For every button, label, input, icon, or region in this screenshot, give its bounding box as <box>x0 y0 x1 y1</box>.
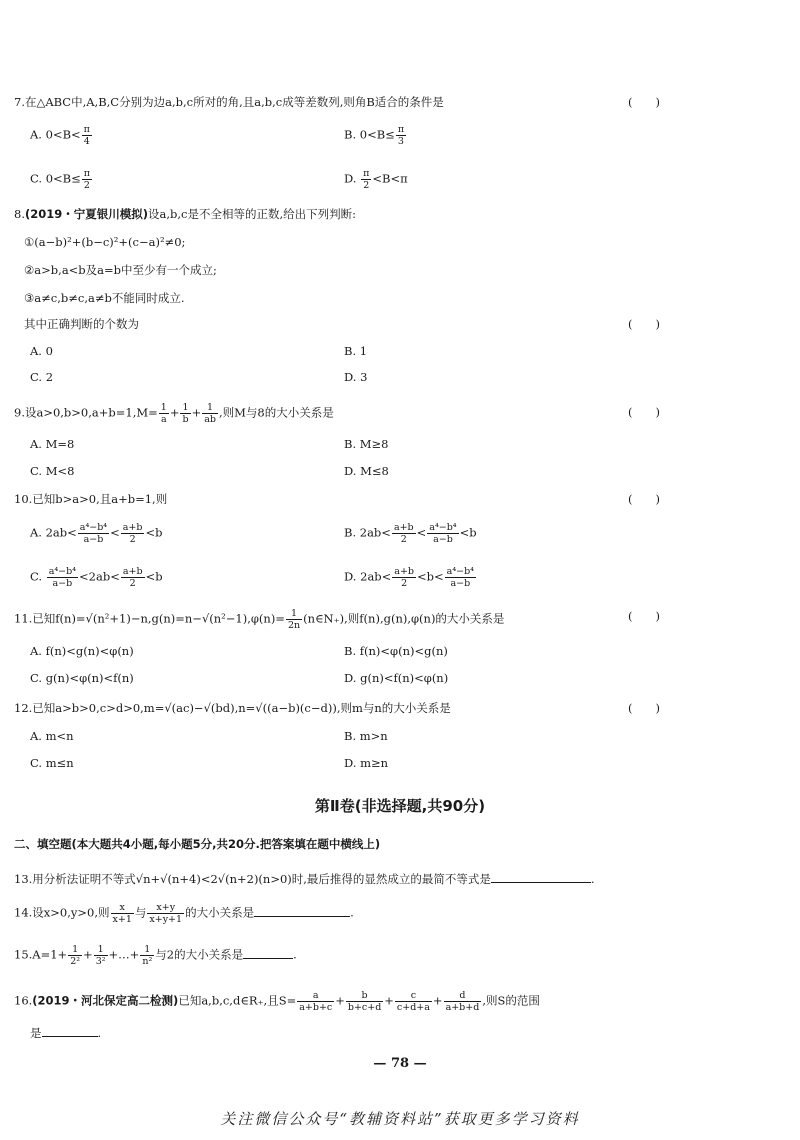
fraction: $\frac{\text{a⁴−b⁴}}{a-b}$ <box>429 522 457 545</box>
fraction: $\frac{1}{\text{n²}}$ <box>142 944 153 967</box>
q11-option-c: C. g(n)<φ(n)<f(n) <box>30 671 134 685</box>
fraction: $\frac{1}{\text{3²}}$ <box>95 944 106 967</box>
q8-question: 其中正确判断的个数为 <box>24 317 139 331</box>
fraction: $\frac{\text{a⁴−b⁴}}{a-b}$ <box>48 566 77 589</box>
q10-option-c: C. $\frac{\text{a⁴−b⁴}}{a-b}$ <2ab< $\frac{a+b}{2}$ <b <box>30 566 163 589</box>
fill-in-section-title: 二、填空题(本大题共4小题,每小题5分,共20分.把答案填在题中横线上) <box>14 837 381 851</box>
fraction: $\frac{a+b}{2}$ <box>122 522 143 545</box>
fraction: $\frac{\pi}{2}$ <box>83 168 90 191</box>
answer-blank[interactable] <box>42 1024 98 1037</box>
fraction: $\frac{c}{c+d+a}$ <box>396 990 430 1013</box>
fraction: $\frac{1}{a}$ <box>160 402 167 425</box>
q9-option-c: C. M<8 <box>30 464 75 478</box>
fraction: $\frac{a+b}{2}$ <box>394 566 415 589</box>
fraction: $\frac{\text{a⁴−b⁴}}{a-b}$ <box>446 566 474 589</box>
q11-answer-paren: ( ) <box>628 609 660 623</box>
q8-statement-3: ③a≠c,b≠c,a≠b不能同时成立. <box>24 291 185 305</box>
answer-blank[interactable] <box>243 946 293 959</box>
q10-option-b: B. 2ab< $\frac{a+b}{2}$ < $\frac{\text{a⁴−b⁴}}{a-b}$ <b <box>344 522 477 545</box>
fraction: $\frac{b}{b+c+d}$ <box>347 990 382 1013</box>
q10-option-d: D. 2ab< $\frac{a+b}{2}$ <b< $\frac{\text{a⁴−b⁴}}{a-b}$ <box>344 566 474 589</box>
q8-source: (2019・宁夏银川模拟) <box>24 207 149 221</box>
q10-option-a: A. 2ab< $\frac{\text{a⁴−b⁴}}{a-b}$ < $\frac{a+b}{2}$ <b <box>30 522 163 545</box>
fraction: $\frac{\pi}{4}$ <box>83 124 90 147</box>
q7-option-a: A. 0<B< $\frac{\pi}{4}$ <box>30 124 90 147</box>
q11-option-b: B. f(n)<φ(n)<g(n) <box>344 644 448 658</box>
q16-stem: 16.(2019・河北保定高二检测)已知a,b,c,d∈R₊,且S= $\frac{a}{a+b+c}$ + $\frac{b}{b+c+d}$ + $\frac{c}{c+d+a}$ + $\frac{d}{a+b+d}$ ,则S的范围 <box>14 990 540 1013</box>
q9-option-b: B. M≥8 <box>344 437 389 451</box>
fraction: $\frac{d}{a+b+d}$ <box>445 990 480 1013</box>
q11-option-a: A. f(n)<g(n)<φ(n) <box>30 644 134 658</box>
q9-option-a: A. M=8 <box>30 437 75 451</box>
q11-stem: 11.已知f(n)=√(n²+1)−n,g(n)=n−√(n²−1),φ(n)= $\frac{1}{2n}$ (n∈N₊),则f(n),g(n),φ(n)的大小关系是 <box>14 608 505 631</box>
q12-option-a: A. m<n <box>30 729 74 743</box>
fraction: $\frac{x+y}{x+y+1}$ <box>149 902 183 925</box>
q8-option-b: B. 1 <box>344 344 368 358</box>
q15-stem: 15.A=1+ $\frac{1}{\text{2²}}$ + $\frac{1}{\text{3²}}$ +…+ $\frac{1}{\text{n²}}$ 与2的大小关系是 . <box>14 944 297 967</box>
fraction: $\frac{a}{a+b+c}$ <box>299 990 333 1013</box>
q8-statement-2: ②a>b,a<b及a=b中至少有一个成立; <box>24 263 217 277</box>
q8-option-c: C. 2 <box>30 370 54 384</box>
fraction: $\frac{1}{\text{2²}}$ <box>70 944 81 967</box>
q8-statement-1: ①(a−b)²+(b−c)²+(c−a)²≠0; <box>24 235 186 249</box>
q8-option-d: D. 3 <box>344 370 368 384</box>
q12-stem: 12.已知a>b>0,c>d>0,m=√(ac)−√(bd),n=√((a−b)(c−d)),则m与n的大小关系是 <box>14 701 451 715</box>
q13-stem: 13.用分析法证明不等式√n+√(n+4)<2√(n+2)(n>0)时,最后推得的显然成立的最简不等式是 . <box>14 872 595 886</box>
q8-stem: 8.(2019・宁夏银川模拟)设a,b,c是不全相等的正数,给出下列判断: <box>14 207 357 221</box>
q12-option-b: B. m>n <box>344 729 388 743</box>
q7-option-c: C. 0<B≤ $\frac{\pi}{2}$ <box>30 168 90 191</box>
q10-answer-paren: ( ) <box>628 492 660 506</box>
fraction: $\frac{1}{ab}$ <box>204 402 216 425</box>
footer-note: 关注微信公众号“教辅资料站”获取更多学习资料 <box>220 1110 580 1128</box>
q9-option-d: D. M≤8 <box>344 464 389 478</box>
fraction: $\frac{a+b}{2}$ <box>122 566 143 589</box>
q12-answer-paren: ( ) <box>628 701 660 715</box>
q16-source: (2019・河北保定高二检测) <box>32 993 179 1008</box>
q9-stem: 9.设a>0,b>0,a+b=1,M= $\frac{1}{a}$ + $\frac{1}{b}$ + $\frac{1}{ab}$ ,则M与8的大小关系是 <box>14 402 334 425</box>
q7-stem: 7.在△ABC中,A,B,C分别为边a,b,c所对的角,且a,b,c成等差数列,则角B适合的条件是 <box>14 95 444 109</box>
fraction: $\frac{\pi}{3}$ <box>397 124 405 147</box>
q16-line2: 是 . <box>30 1026 102 1040</box>
q7-answer-paren: ( ) <box>628 95 660 109</box>
section-title: 第Ⅱ卷(非选择题,共90分) <box>314 797 486 815</box>
q11-option-d: D. g(n)<f(n)<φ(n) <box>344 671 449 685</box>
fraction: $\frac{\pi}{2}$ <box>363 168 370 191</box>
answer-blank[interactable] <box>254 904 350 917</box>
q9-answer-paren: ( ) <box>628 405 660 419</box>
q8-option-a: A. 0 <box>30 344 53 358</box>
q7-option-b: B. 0<B≤ $\frac{\pi}{3}$ <box>344 124 405 147</box>
fraction: $\frac{1}{b}$ <box>182 402 189 425</box>
fraction: $\frac{x}{x+1}$ <box>112 902 132 925</box>
q12-option-c: C. m≤n <box>30 756 74 770</box>
q10-stem: 10.已知b>a>0,且a+b=1,则 <box>14 492 168 506</box>
page-number: — 78 — <box>373 1056 427 1071</box>
q8-answer-paren: ( ) <box>628 317 660 331</box>
answer-blank[interactable] <box>491 870 591 883</box>
q12-option-d: D. m≥n <box>344 756 389 770</box>
q14-stem: 14.设x>0,y>0,则 $\frac{x}{x+1}$ 与 $\frac{x+y}{x+y+1}$ 的大小关系是 . <box>14 902 354 925</box>
fraction: $\frac{1}{2n}$ <box>287 608 301 631</box>
fraction: $\frac{a+b}{2}$ <box>393 522 414 545</box>
q7-option-d: D. $\frac{\pi}{2}$ <B<π <box>344 168 408 191</box>
fraction: $\frac{\text{a⁴−b⁴}}{a-b}$ <box>79 522 108 545</box>
